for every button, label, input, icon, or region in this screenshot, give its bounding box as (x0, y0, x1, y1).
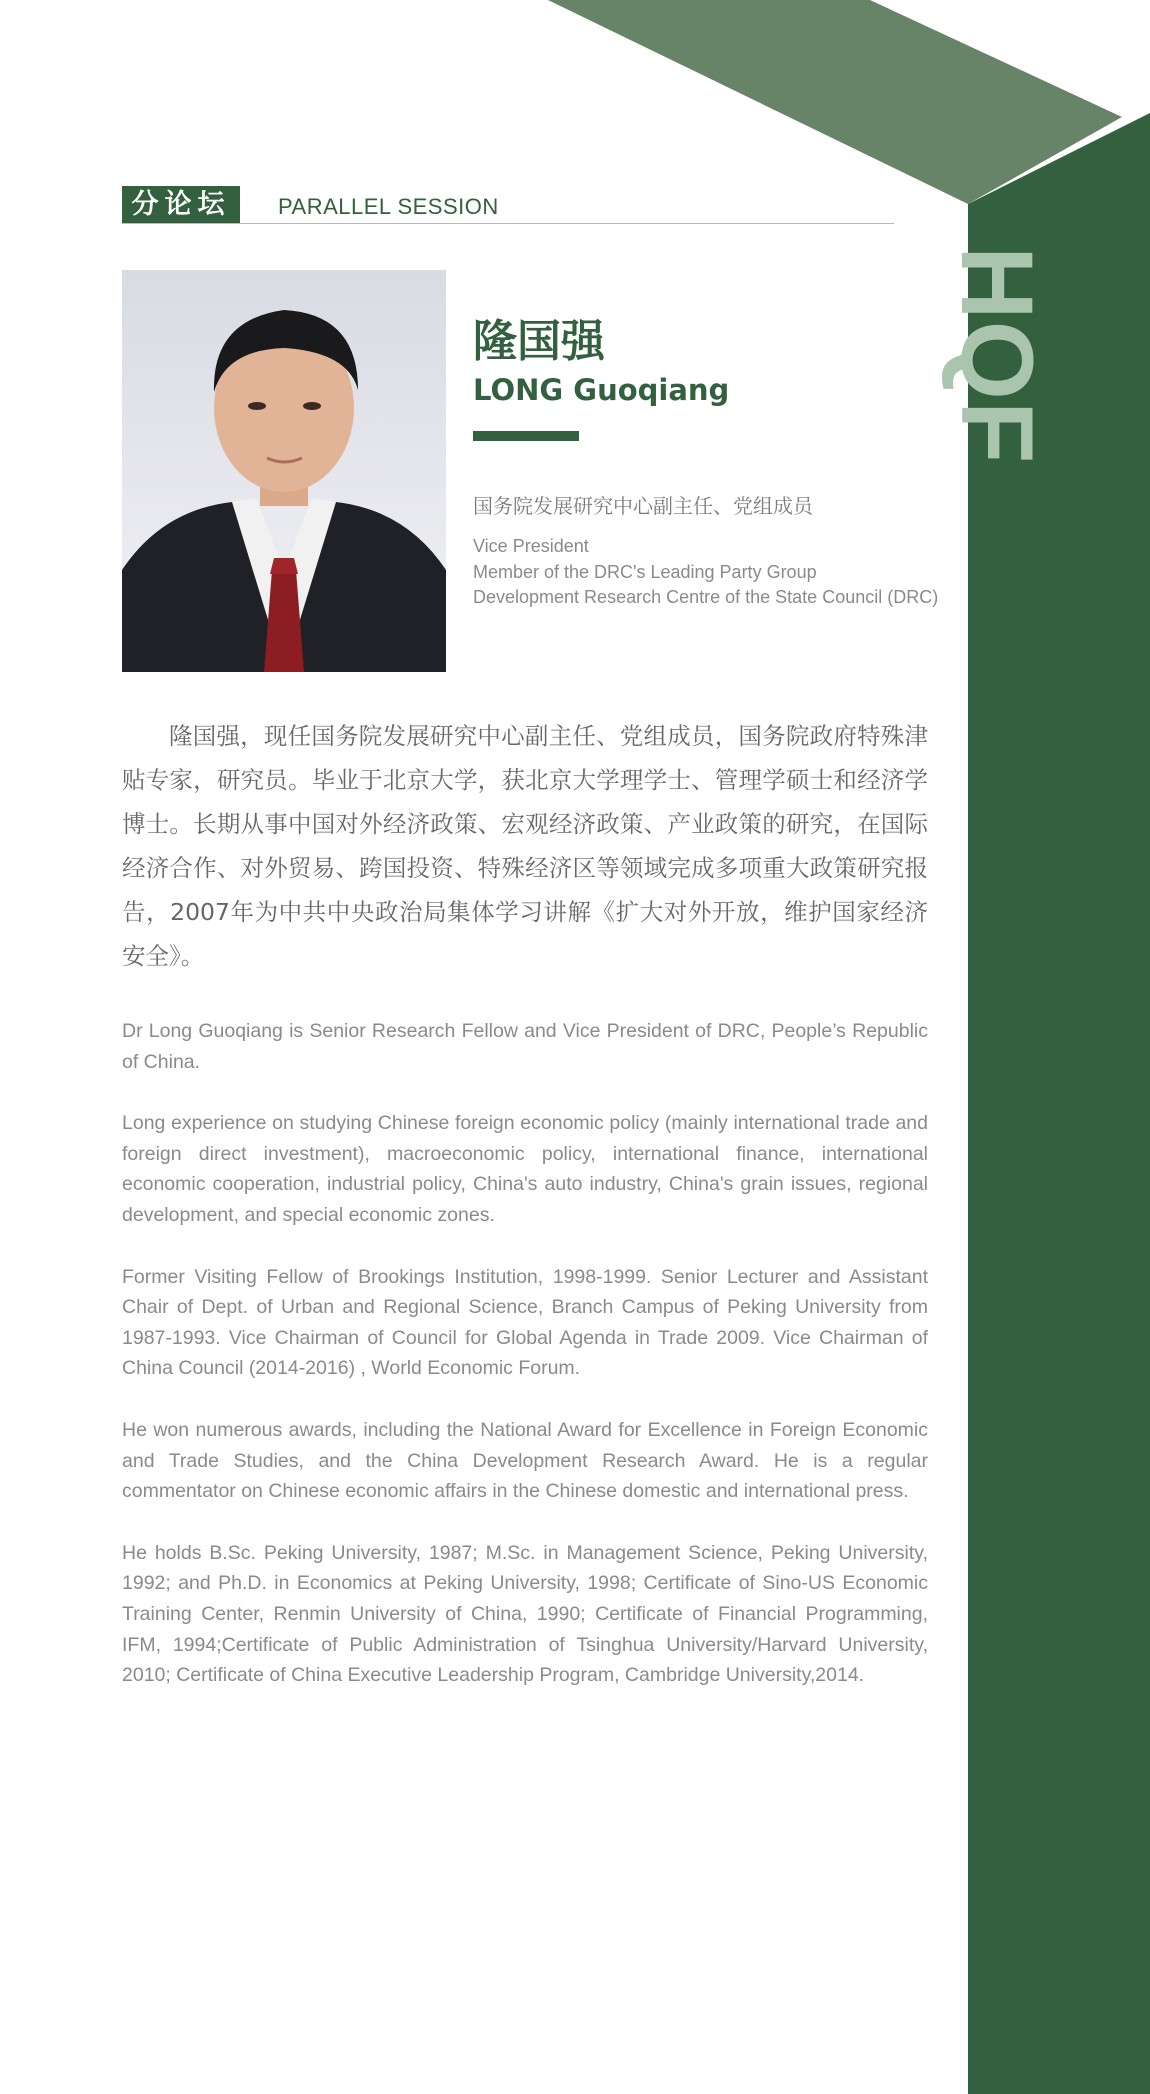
bio-paragraph: Former Visiting Fellow of Brookings Institution, 1998-1999. Senior Lecturer and Assistant Chair of Dept. of Urban and Regional Science, Branch Campus of Peking University from 1987-1993. Vice Chairman of Council for Global Agenda in Trade 2009. Vice Chairman of China Council (2014-2016) , World Economic Forum. (122, 1265, 928, 1380)
bio-paragraph: Dr Long Guoqiang is Senior Research Fellow and Vice President of DRC, People’s Republic of China. (122, 1020, 928, 1073)
speaker-title-en (473, 534, 938, 611)
speaker-photo (122, 270, 446, 672)
session-label-zh: 分论坛 (122, 186, 240, 224)
biography-zh: 隆国强，现任国务院发展研究中心副主任、党组成员，国务院政府特殊津贴专家，研究员。毕业于北京大学，获北京大学理学士、管理学硕士和经济学博士。长期从事中国对外经济政策、宏观经济政策、产业政策的研究，在国际经济合作、对外贸易、跨国投资、特殊经济区等领域完成多项重大政策研究报告，2007年为中共中央政治局集体学习讲解《扩大对外开放，维护国家经济安全》。 (122, 722, 928, 970)
session-label-en: PARALLEL SESSION (278, 194, 499, 219)
divider (122, 223, 894, 224)
bio-paragraph: He won numerous awards, including the National Award for Excellence in Foreign Economic and Trade Studies, and the China Development Research Award. He is a regular commentator on Chinese economic affairs in the Chinese domestic and international press. (122, 1418, 928, 1503)
speaker-name-zh: 隆国强 (473, 316, 605, 367)
portrait-illustration (122, 270, 446, 672)
title-line: Development Research Centre of the State Council (DRC) (473, 587, 939, 607)
biography-en (122, 1016, 928, 1722)
session-header (122, 186, 894, 226)
accent-bar (473, 431, 579, 441)
speaker-title-zh: 国务院发展研究中心副主任、党组成员 (473, 494, 813, 518)
title-line: Vice President (473, 536, 589, 556)
speaker-name-en: LONG Guoqiang (473, 373, 730, 407)
bio-paragraph: Long experience on studying Chinese foreign economic policy (mainly international trade and foreign direct investment), macroeconomic policy, international finance, international economic cooperation, industrial policy, China's auto industry, China's grain issues, regional development, and special economic zones. (122, 1112, 928, 1226)
title-line: Member of the DRC's Leading Party Group (473, 561, 817, 582)
side-logo-text: HQF (940, 246, 1054, 465)
bio-paragraph: He holds B.Sc. Peking University, 1987; M.Sc. in Management Science, Peking University, 1992; and Ph.D. in Economics at Peking University, 1998; Certificate of Sino-US Economic Training Center, Renmin University of China, 1990; Certificate of Financial Programming, IFM, 1994;Certificate of Public Administration of Tsinghua University/Harvard University, 2010; Certificate of China Executive Leadership Program, Cambridge University,2014. (122, 1541, 928, 1687)
